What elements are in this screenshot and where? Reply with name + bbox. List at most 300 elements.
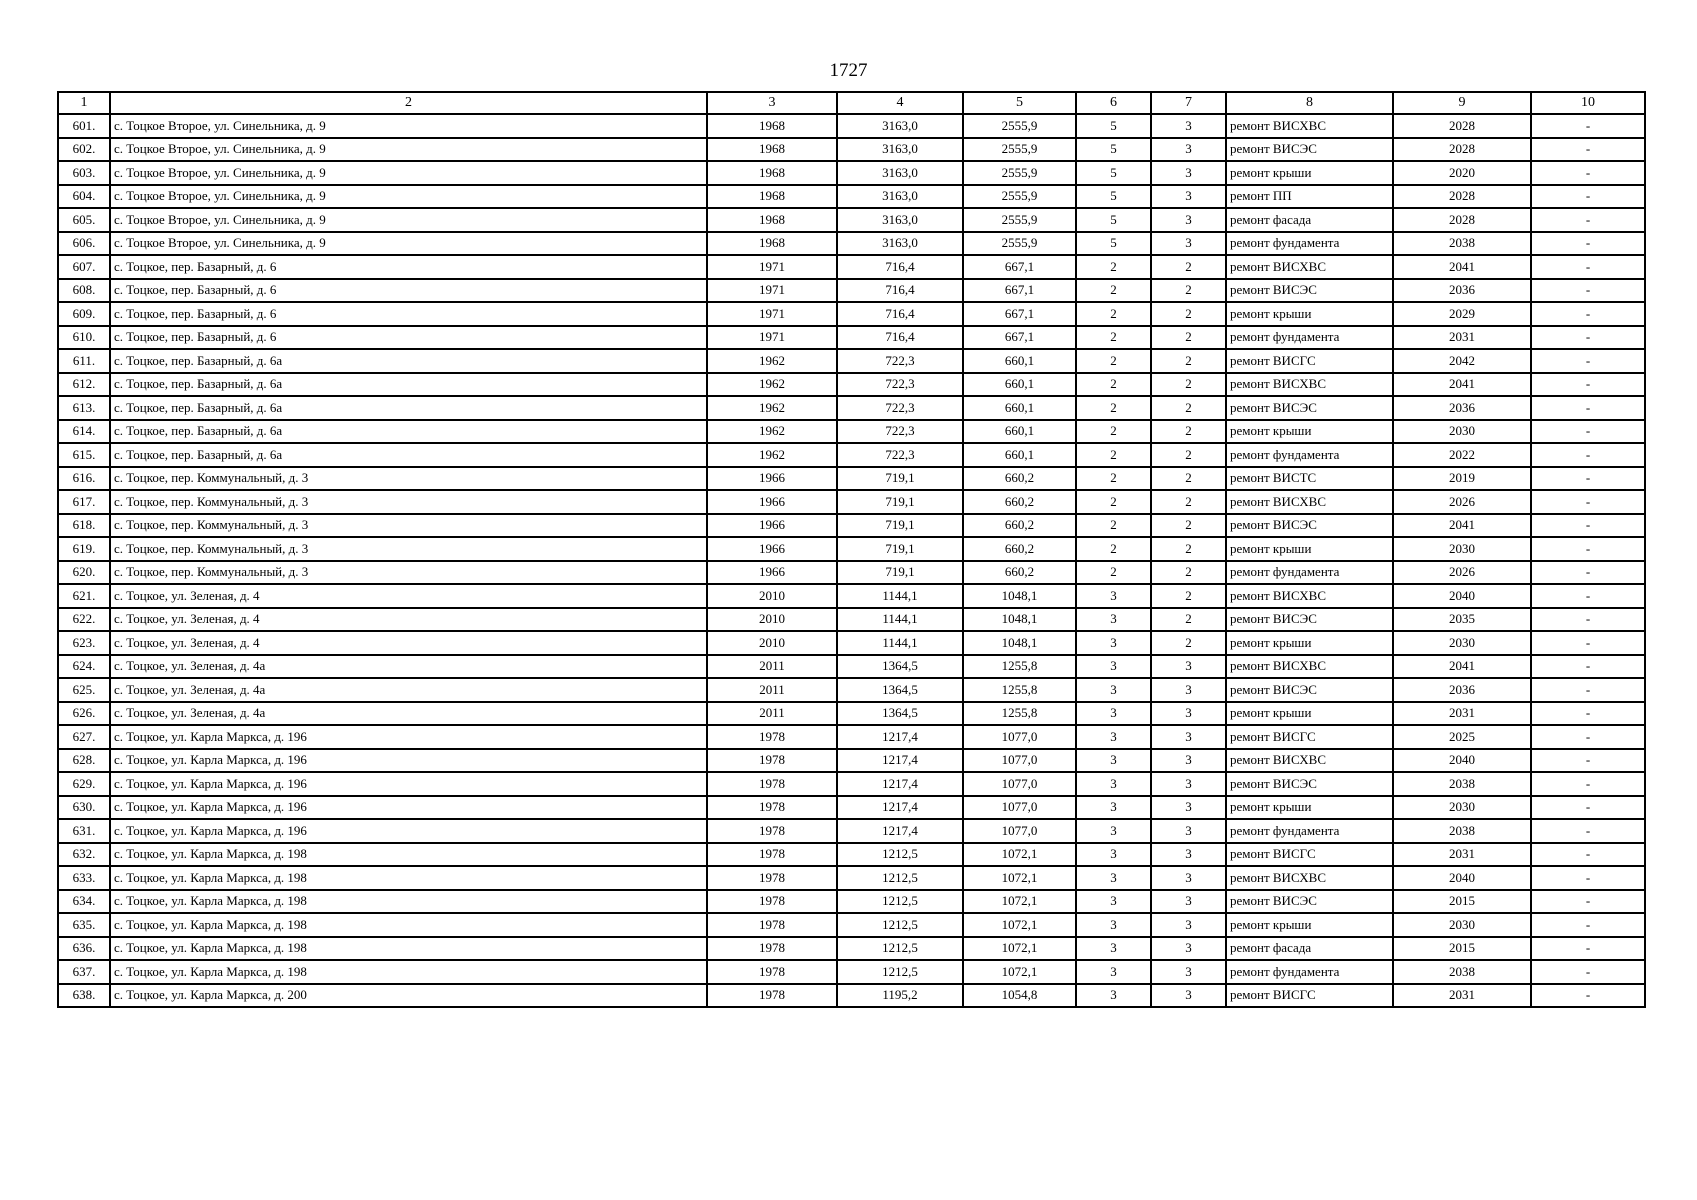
year-cell: 1978 (707, 866, 837, 890)
note-cell: - (1531, 420, 1645, 444)
total-area-cell: 722,3 (837, 349, 963, 373)
planned-year-cell: 2031 (1393, 702, 1531, 726)
row-number: 634. (58, 890, 110, 914)
total-area-cell: 3163,0 (837, 161, 963, 185)
total-area-cell: 719,1 (837, 467, 963, 491)
table-row (58, 255, 1645, 279)
planned-year-cell: 2028 (1393, 114, 1531, 138)
living-area-cell: 1077,0 (963, 796, 1076, 820)
year-cell: 1978 (707, 772, 837, 796)
work-type-cell: ремонт ВИСХВС (1226, 255, 1393, 279)
work-type-cell: ремонт фасада (1226, 937, 1393, 961)
total-area-cell: 1212,5 (837, 913, 963, 937)
column-header: 8 (1226, 92, 1393, 114)
total-area-cell: 3163,0 (837, 208, 963, 232)
row-number: 625. (58, 678, 110, 702)
address-cell: с. Тоцкое, пер. Коммунальный, д. 3 (110, 490, 707, 514)
planned-year-cell: 2040 (1393, 584, 1531, 608)
living-area-cell: 1255,8 (963, 655, 1076, 679)
floors-cell: 3 (1076, 960, 1151, 984)
row-number: 638. (58, 984, 110, 1008)
year-cell: 1966 (707, 490, 837, 514)
work-type-cell: ремонт ВИСХВС (1226, 114, 1393, 138)
living-area-cell: 660,1 (963, 420, 1076, 444)
year-cell: 1968 (707, 185, 837, 209)
living-area-cell: 660,1 (963, 373, 1076, 397)
column-header: 6 (1076, 92, 1151, 114)
living-area-cell: 2555,9 (963, 185, 1076, 209)
row-number: 615. (58, 443, 110, 467)
row-number: 626. (58, 702, 110, 726)
row-number: 605. (58, 208, 110, 232)
note-cell: - (1531, 937, 1645, 961)
work-type-cell: ремонт ВИСГС (1226, 349, 1393, 373)
year-cell: 1968 (707, 138, 837, 162)
entrances-cell: 2 (1151, 514, 1226, 538)
row-number: 606. (58, 232, 110, 256)
living-area-cell: 1054,8 (963, 984, 1076, 1008)
living-area-cell: 1255,8 (963, 702, 1076, 726)
total-area-cell: 3163,0 (837, 232, 963, 256)
total-area-cell: 1212,5 (837, 866, 963, 890)
note-cell: - (1531, 373, 1645, 397)
total-area-cell: 716,4 (837, 326, 963, 350)
total-area-cell: 1217,4 (837, 796, 963, 820)
work-type-cell: ремонт крыши (1226, 913, 1393, 937)
planned-year-cell: 2022 (1393, 443, 1531, 467)
entrances-cell: 3 (1151, 749, 1226, 773)
floors-cell: 2 (1076, 255, 1151, 279)
floors-cell: 3 (1076, 843, 1151, 867)
table-row (58, 302, 1645, 326)
table-row (58, 631, 1645, 655)
work-type-cell: ремонт ВИСЭС (1226, 279, 1393, 303)
table-row (58, 937, 1645, 961)
row-number: 621. (58, 584, 110, 608)
table-row (58, 608, 1645, 632)
note-cell: - (1531, 890, 1645, 914)
row-number: 603. (58, 161, 110, 185)
work-type-cell: ремонт фундамента (1226, 819, 1393, 843)
note-cell: - (1531, 913, 1645, 937)
entrances-cell: 3 (1151, 702, 1226, 726)
year-cell: 1966 (707, 537, 837, 561)
living-area-cell: 1077,0 (963, 749, 1076, 773)
entrances-cell: 2 (1151, 490, 1226, 514)
table-row (58, 678, 1645, 702)
table-row (58, 373, 1645, 397)
year-cell: 2010 (707, 584, 837, 608)
table-row (58, 819, 1645, 843)
address-cell: с. Тоцкое, пер. Коммунальный, д. 3 (110, 537, 707, 561)
planned-year-cell: 2020 (1393, 161, 1531, 185)
floors-cell: 3 (1076, 819, 1151, 843)
work-type-cell: ремонт ПП (1226, 185, 1393, 209)
floors-cell: 2 (1076, 349, 1151, 373)
address-cell: с. Тоцкое, ул. Зеленая, д. 4 (110, 608, 707, 632)
note-cell: - (1531, 584, 1645, 608)
entrances-cell: 3 (1151, 772, 1226, 796)
table-row (58, 796, 1645, 820)
planned-year-cell: 2035 (1393, 608, 1531, 632)
table-row (58, 208, 1645, 232)
living-area-cell: 1072,1 (963, 913, 1076, 937)
row-number: 618. (58, 514, 110, 538)
floors-cell: 3 (1076, 584, 1151, 608)
row-number: 601. (58, 114, 110, 138)
living-area-cell: 660,1 (963, 443, 1076, 467)
entrances-cell: 3 (1151, 655, 1226, 679)
floors-cell: 5 (1076, 138, 1151, 162)
planned-year-cell: 2028 (1393, 185, 1531, 209)
entrances-cell: 2 (1151, 373, 1226, 397)
living-area-cell: 1255,8 (963, 678, 1076, 702)
floors-cell: 3 (1076, 890, 1151, 914)
floors-cell: 3 (1076, 772, 1151, 796)
work-type-cell: ремонт ВИСЭС (1226, 678, 1393, 702)
row-number: 628. (58, 749, 110, 773)
floors-cell: 3 (1076, 678, 1151, 702)
table-row (58, 561, 1645, 585)
work-type-cell: ремонт крыши (1226, 796, 1393, 820)
total-area-cell: 1212,5 (837, 890, 963, 914)
planned-year-cell: 2019 (1393, 467, 1531, 491)
planned-year-cell: 2041 (1393, 514, 1531, 538)
work-type-cell: ремонт ВИСХВС (1226, 749, 1393, 773)
address-cell: с. Тоцкое, ул. Карла Маркса, д. 196 (110, 796, 707, 820)
note-cell: - (1531, 114, 1645, 138)
address-cell: с. Тоцкое Второе, ул. Синельника, д. 9 (110, 138, 707, 162)
entrances-cell: 2 (1151, 584, 1226, 608)
address-cell: с. Тоцкое, ул. Карла Маркса, д. 200 (110, 984, 707, 1008)
work-type-cell: ремонт фундамента (1226, 326, 1393, 350)
table-row (58, 514, 1645, 538)
note-cell: - (1531, 161, 1645, 185)
year-cell: 1971 (707, 255, 837, 279)
table-row (58, 279, 1645, 303)
table-row (58, 913, 1645, 937)
work-type-cell: ремонт крыши (1226, 537, 1393, 561)
living-area-cell: 1072,1 (963, 937, 1076, 961)
address-cell: с. Тоцкое, ул. Зеленая, д. 4а (110, 655, 707, 679)
floors-cell: 2 (1076, 302, 1151, 326)
address-cell: с. Тоцкое, пер. Базарный, д. 6 (110, 326, 707, 350)
address-cell: с. Тоцкое, пер. Базарный, д. 6а (110, 443, 707, 467)
planned-year-cell: 2031 (1393, 326, 1531, 350)
entrances-cell: 3 (1151, 114, 1226, 138)
living-area-cell: 1072,1 (963, 866, 1076, 890)
table-row (58, 702, 1645, 726)
living-area-cell: 660,1 (963, 396, 1076, 420)
row-number: 617. (58, 490, 110, 514)
entrances-cell: 2 (1151, 279, 1226, 303)
row-number: 635. (58, 913, 110, 937)
planned-year-cell: 2015 (1393, 890, 1531, 914)
address-cell: с. Тоцкое, пер. Базарный, д. 6а (110, 349, 707, 373)
entrances-cell: 2 (1151, 255, 1226, 279)
year-cell: 1968 (707, 114, 837, 138)
total-area-cell: 719,1 (837, 490, 963, 514)
total-area-cell: 722,3 (837, 420, 963, 444)
table-row (58, 866, 1645, 890)
year-cell: 2011 (707, 655, 837, 679)
table-row (58, 467, 1645, 491)
row-number: 623. (58, 631, 110, 655)
total-area-cell: 1217,4 (837, 749, 963, 773)
floors-cell: 2 (1076, 443, 1151, 467)
note-cell: - (1531, 843, 1645, 867)
row-number: 612. (58, 373, 110, 397)
address-cell: с. Тоцкое, пер. Коммунальный, д. 3 (110, 467, 707, 491)
column-header: 1 (58, 92, 110, 114)
work-type-cell: ремонт крыши (1226, 161, 1393, 185)
floors-cell: 2 (1076, 467, 1151, 491)
floors-cell: 2 (1076, 420, 1151, 444)
entrances-cell: 2 (1151, 608, 1226, 632)
living-area-cell: 1077,0 (963, 725, 1076, 749)
entrances-cell: 3 (1151, 937, 1226, 961)
total-area-cell: 722,3 (837, 396, 963, 420)
floors-cell: 3 (1076, 984, 1151, 1008)
work-type-cell: ремонт ВИСГС (1226, 725, 1393, 749)
column-header: 3 (707, 92, 837, 114)
address-cell: с. Тоцкое, ул. Карла Маркса, д. 198 (110, 866, 707, 890)
address-cell: с. Тоцкое, ул. Карла Маркса, д. 196 (110, 749, 707, 773)
entrances-cell: 3 (1151, 725, 1226, 749)
entrances-cell: 3 (1151, 161, 1226, 185)
note-cell: - (1531, 232, 1645, 256)
row-number: 627. (58, 725, 110, 749)
note-cell: - (1531, 655, 1645, 679)
entrances-cell: 3 (1151, 678, 1226, 702)
row-number: 636. (58, 937, 110, 961)
address-cell: с. Тоцкое, ул. Зеленая, д. 4а (110, 678, 707, 702)
row-number: 632. (58, 843, 110, 867)
total-area-cell: 1212,5 (837, 960, 963, 984)
row-number: 616. (58, 467, 110, 491)
entrances-cell: 3 (1151, 843, 1226, 867)
repair-schedule-table (57, 91, 1646, 1008)
work-type-cell: ремонт крыши (1226, 702, 1393, 726)
row-number: 629. (58, 772, 110, 796)
year-cell: 1978 (707, 984, 837, 1008)
work-type-cell: ремонт ВИСТС (1226, 467, 1393, 491)
table-row (58, 772, 1645, 796)
note-cell: - (1531, 866, 1645, 890)
planned-year-cell: 2015 (1393, 937, 1531, 961)
note-cell: - (1531, 749, 1645, 773)
living-area-cell: 1072,1 (963, 960, 1076, 984)
year-cell: 1962 (707, 349, 837, 373)
row-number: 622. (58, 608, 110, 632)
address-cell: с. Тоцкое, ул. Карла Маркса, д. 198 (110, 937, 707, 961)
total-area-cell: 3163,0 (837, 114, 963, 138)
total-area-cell: 1144,1 (837, 608, 963, 632)
planned-year-cell: 2030 (1393, 537, 1531, 561)
total-area-cell: 716,4 (837, 302, 963, 326)
address-cell: с. Тоцкое, ул. Зеленая, д. 4 (110, 584, 707, 608)
living-area-cell: 667,1 (963, 279, 1076, 303)
living-area-cell: 1048,1 (963, 584, 1076, 608)
planned-year-cell: 2031 (1393, 843, 1531, 867)
note-cell: - (1531, 396, 1645, 420)
row-number: 607. (58, 255, 110, 279)
total-area-cell: 3163,0 (837, 185, 963, 209)
table-row (58, 326, 1645, 350)
planned-year-cell: 2030 (1393, 420, 1531, 444)
note-cell: - (1531, 631, 1645, 655)
work-type-cell: ремонт ВИСЭС (1226, 396, 1393, 420)
row-number: 624. (58, 655, 110, 679)
planned-year-cell: 2031 (1393, 984, 1531, 1008)
row-number: 611. (58, 349, 110, 373)
address-cell: с. Тоцкое, пер. Коммунальный, д. 3 (110, 514, 707, 538)
year-cell: 1962 (707, 373, 837, 397)
living-area-cell: 2555,9 (963, 161, 1076, 185)
living-area-cell: 1048,1 (963, 608, 1076, 632)
column-header: 7 (1151, 92, 1226, 114)
work-type-cell: ремонт фундамента (1226, 561, 1393, 585)
work-type-cell: ремонт ВИСЭС (1226, 890, 1393, 914)
address-cell: с. Тоцкое, пер. Базарный, д. 6 (110, 255, 707, 279)
entrances-cell: 3 (1151, 232, 1226, 256)
planned-year-cell: 2041 (1393, 255, 1531, 279)
year-cell: 1968 (707, 232, 837, 256)
total-area-cell: 716,4 (837, 255, 963, 279)
entrances-cell: 3 (1151, 866, 1226, 890)
living-area-cell: 1048,1 (963, 631, 1076, 655)
note-cell: - (1531, 467, 1645, 491)
total-area-cell: 1144,1 (837, 584, 963, 608)
living-area-cell: 667,1 (963, 302, 1076, 326)
floors-cell: 3 (1076, 937, 1151, 961)
planned-year-cell: 2038 (1393, 960, 1531, 984)
year-cell: 1971 (707, 302, 837, 326)
note-cell: - (1531, 678, 1645, 702)
address-cell: с. Тоцкое, пер. Коммунальный, д. 3 (110, 561, 707, 585)
table-row (58, 185, 1645, 209)
year-cell: 1971 (707, 326, 837, 350)
floors-cell: 5 (1076, 114, 1151, 138)
entrances-cell: 3 (1151, 796, 1226, 820)
address-cell: с. Тоцкое, ул. Карла Маркса, д. 198 (110, 843, 707, 867)
living-area-cell: 2555,9 (963, 232, 1076, 256)
work-type-cell: ремонт ВИСЭС (1226, 514, 1393, 538)
year-cell: 1978 (707, 913, 837, 937)
note-cell: - (1531, 208, 1645, 232)
column-header: 5 (963, 92, 1076, 114)
living-area-cell: 660,2 (963, 561, 1076, 585)
entrances-cell: 3 (1151, 185, 1226, 209)
planned-year-cell: 2036 (1393, 678, 1531, 702)
planned-year-cell: 2040 (1393, 749, 1531, 773)
entrances-cell: 2 (1151, 349, 1226, 373)
row-number: 619. (58, 537, 110, 561)
planned-year-cell: 2036 (1393, 279, 1531, 303)
entrances-cell: 2 (1151, 302, 1226, 326)
address-cell: с. Тоцкое, ул. Зеленая, д. 4а (110, 702, 707, 726)
note-cell: - (1531, 255, 1645, 279)
row-number: 609. (58, 302, 110, 326)
address-cell: с. Тоцкое, ул. Карла Маркса, д. 196 (110, 725, 707, 749)
year-cell: 2010 (707, 608, 837, 632)
column-header: 10 (1531, 92, 1645, 114)
total-area-cell: 1217,4 (837, 819, 963, 843)
floors-cell: 2 (1076, 279, 1151, 303)
note-cell: - (1531, 537, 1645, 561)
table-row (58, 232, 1645, 256)
work-type-cell: ремонт крыши (1226, 631, 1393, 655)
year-cell: 1966 (707, 561, 837, 585)
work-type-cell: ремонт ВИСГС (1226, 843, 1393, 867)
total-area-cell: 1364,5 (837, 655, 963, 679)
table-row (58, 349, 1645, 373)
address-cell: с. Тоцкое, пер. Базарный, д. 6 (110, 302, 707, 326)
work-type-cell: ремонт фундамента (1226, 232, 1393, 256)
planned-year-cell: 2030 (1393, 631, 1531, 655)
work-type-cell: ремонт крыши (1226, 302, 1393, 326)
work-type-cell: ремонт ВИСГС (1226, 984, 1393, 1008)
table-row (58, 161, 1645, 185)
address-cell: с. Тоцкое, ул. Карла Маркса, д. 198 (110, 913, 707, 937)
address-cell: с. Тоцкое Второе, ул. Синельника, д. 9 (110, 161, 707, 185)
living-area-cell: 660,2 (963, 490, 1076, 514)
entrances-cell: 3 (1151, 960, 1226, 984)
note-cell: - (1531, 443, 1645, 467)
floors-cell: 2 (1076, 537, 1151, 561)
note-cell: - (1531, 561, 1645, 585)
entrances-cell: 3 (1151, 208, 1226, 232)
floors-cell: 3 (1076, 655, 1151, 679)
floors-cell: 5 (1076, 161, 1151, 185)
table-row (58, 655, 1645, 679)
note-cell: - (1531, 796, 1645, 820)
work-type-cell: ремонт ВИСХВС (1226, 373, 1393, 397)
note-cell: - (1531, 772, 1645, 796)
address-cell: с. Тоцкое Второе, ул. Синельника, д. 9 (110, 208, 707, 232)
table-row (58, 420, 1645, 444)
planned-year-cell: 2042 (1393, 349, 1531, 373)
entrances-cell: 2 (1151, 326, 1226, 350)
header-row (58, 92, 1645, 114)
entrances-cell: 3 (1151, 890, 1226, 914)
row-number: 608. (58, 279, 110, 303)
living-area-cell: 667,1 (963, 255, 1076, 279)
planned-year-cell: 2038 (1393, 772, 1531, 796)
floors-cell: 3 (1076, 725, 1151, 749)
note-cell: - (1531, 514, 1645, 538)
table-row (58, 749, 1645, 773)
column-header: 9 (1393, 92, 1531, 114)
table-row (58, 843, 1645, 867)
planned-year-cell: 2026 (1393, 490, 1531, 514)
table-row (58, 984, 1645, 1008)
floors-cell: 2 (1076, 373, 1151, 397)
work-type-cell: ремонт ВИСХВС (1226, 584, 1393, 608)
year-cell: 1968 (707, 161, 837, 185)
entrances-cell: 3 (1151, 138, 1226, 162)
work-type-cell: ремонт ВИСХВС (1226, 490, 1393, 514)
total-area-cell: 1212,5 (837, 937, 963, 961)
planned-year-cell: 2025 (1393, 725, 1531, 749)
year-cell: 1978 (707, 749, 837, 773)
planned-year-cell: 2028 (1393, 138, 1531, 162)
floors-cell: 5 (1076, 185, 1151, 209)
year-cell: 1966 (707, 467, 837, 491)
table-row (58, 443, 1645, 467)
entrances-cell: 2 (1151, 443, 1226, 467)
note-cell: - (1531, 302, 1645, 326)
